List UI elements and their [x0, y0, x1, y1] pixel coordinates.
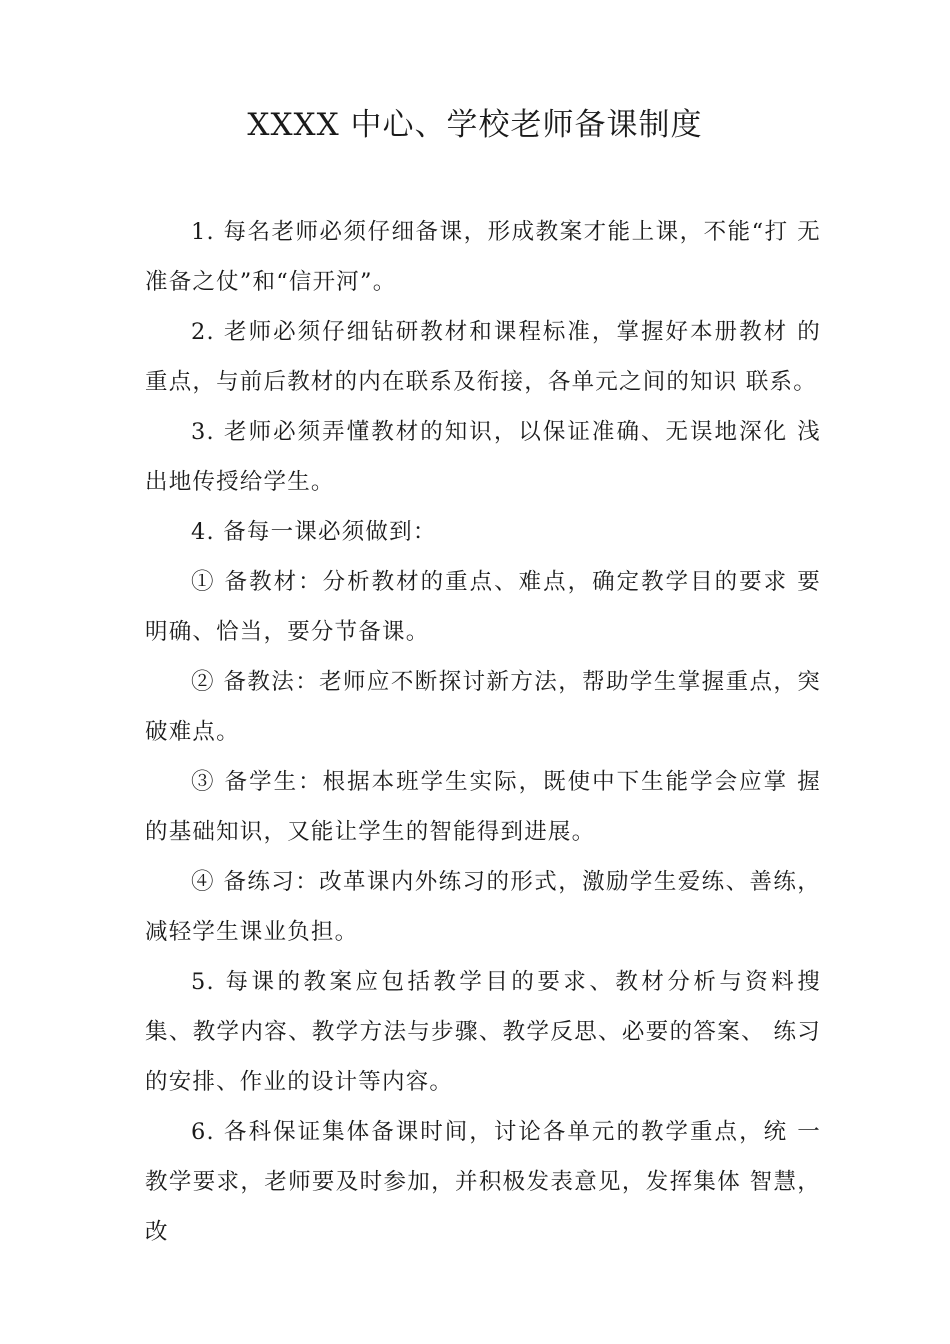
paragraph-3: 3. 老师必须弄懂教材的知识，以保证准确、无误地深化 浅出地传授给学生。 — [145, 419, 821, 495]
document-body — [145, 207, 821, 1257]
paragraph-4-item-3: ③ 备学生：根据本班学生实际，既使中下生能学会应掌 握的基础知识，又能让学生的智能得到进展。 — [145, 769, 821, 845]
paragraph-4-item-4: ④ 备练习：改革课内外练习的形式，激励学生爱练、善练，减轻学生课业负担。 — [145, 869, 821, 945]
paragraph-4: 4. 备每一课必须做到： — [191, 519, 437, 545]
paragraph-2: 2. 老师必须仔细钻研教材和课程标准，掌握好本册教材 的重点，与前后教材的内在联系及衔接，各单元之间的知识 联系。 — [145, 319, 821, 395]
paragraph-1: 1. 每名老师必须仔细备课，形成教案才能上课，不能“打 无准备之仗”和“信开河”。 — [145, 219, 821, 295]
paragraph-4-item-2: ② 备教法：老师应不断探讨新方法，帮助学生掌握重点，突破难点。 — [145, 669, 821, 745]
paragraph-5: 5. 每课的教案应包括教学目的要求、教材分析与资料搜 集、教学内容、教学方法与步骤、教学反思、必要的答案、 练习的安排、作业的设计等内容。 — [145, 969, 821, 1095]
paragraph-4-item-1: ① 备教材：分析教材的重点、难点，确定教学目的要求 要明确、恰当，要分节备课。 — [145, 569, 821, 645]
paragraph-6: 6. 各科保证集体备课时间，讨论各单元的教学重点，统 一教学要求，老师要及时参加，并积极发表意见，发挥集体 智慧，改 — [145, 1119, 821, 1245]
document-title: XXXX 中心、学校老师备课制度 — [247, 107, 703, 143]
